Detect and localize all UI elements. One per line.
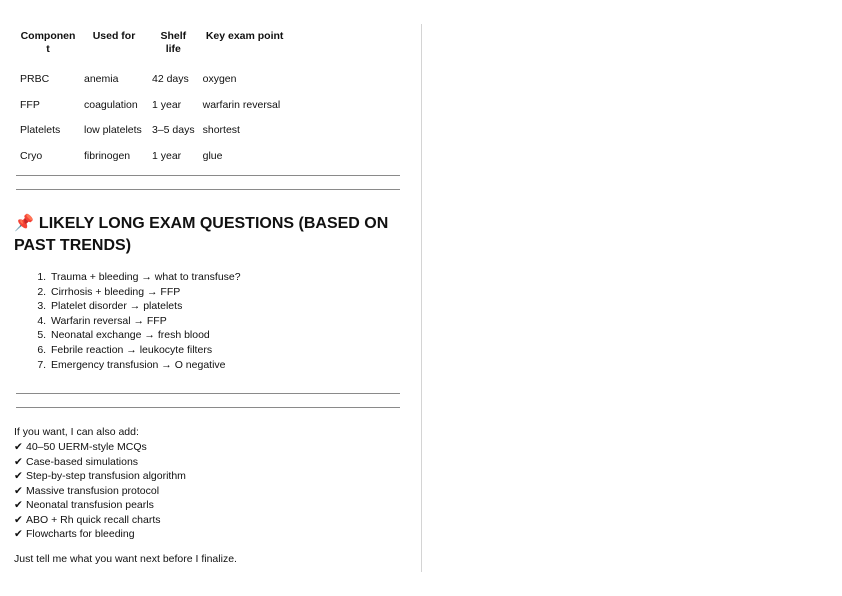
list-item-label: Neonatal transfusion pearls (26, 499, 154, 511)
checkmark-icon: ✔ (14, 470, 23, 482)
table-cell: low platelets (84, 124, 142, 137)
list-item-label: Flowcharts for bleeding (26, 528, 135, 540)
list-item: 1. Trauma + bleeding → what to transfuse? (49, 270, 241, 285)
list-item (14, 484, 186, 499)
column-header-used-for: Used for (92, 30, 136, 42)
checkmark-icon: ✔ (14, 513, 23, 526)
list-item (14, 513, 186, 528)
list-item-label: ABO + Rh quick recall charts (26, 513, 161, 526)
table-row (18, 92, 293, 118)
table-cell: 3–5 days (152, 124, 195, 137)
horizontal-rule (16, 393, 400, 394)
offer-intro: If you want, I can also add: (14, 426, 139, 438)
table-row (18, 143, 293, 169)
horizontal-rule (16, 189, 400, 190)
table-row (18, 117, 293, 143)
table-cell: Platelets (20, 124, 61, 137)
table-cell: PRBC (20, 72, 50, 85)
table-header-row (18, 28, 293, 66)
section-heading-text: LIKELY LONG EXAM QUESTIONS (BASED ON PAST TRENDS) (14, 215, 389, 254)
pushpin-icon: 📌 (14, 215, 34, 232)
addon-options-list (14, 440, 186, 542)
exam-questions-list (14, 270, 241, 372)
list-item-label: Step-by-step transfusion algorithm (26, 470, 186, 482)
checkmark-icon: ✔ (14, 499, 23, 511)
table-cell: shortest (202, 124, 240, 137)
list-item-label: Massive transfusion protocol (26, 484, 160, 497)
list-item: 7. Emergency transfusion → O negative (49, 358, 241, 373)
list-item: 3. Platelet disorder → platelets (49, 299, 241, 314)
table-cell: 42 days (152, 72, 189, 85)
table-cell: Cryo (20, 149, 43, 162)
list-item (14, 455, 186, 470)
list-item: 4. Warfarin reversal → FFP (49, 314, 241, 329)
table-cell: 1 year (152, 149, 182, 162)
list-item: 5. Neonatal exchange → fresh blood (49, 328, 241, 343)
checkmark-icon: ✔ (14, 441, 23, 453)
table-row (18, 66, 293, 92)
checkmark-icon: ✔ (14, 528, 23, 540)
table-cell: fibrinogen (84, 149, 131, 162)
table-cell: warfarin reversal (202, 98, 281, 111)
table-cell: oxygen (202, 72, 237, 85)
closing-text: Just tell me what you want next before I finalize. (14, 553, 237, 565)
table-cell: FFP (20, 98, 40, 111)
table-cell: coagulation (84, 98, 138, 111)
page-divider (421, 24, 422, 572)
document-content (14, 0, 404, 596)
list-item: 2. Cirrhosis + bleeding → FFP (49, 285, 241, 300)
column-header-key-exam-point: Key exam point (205, 30, 284, 42)
column-header-component (18, 28, 82, 66)
list-item: 6. Febrile reaction → leukocyte filters (49, 343, 241, 358)
column-header-shelf-life: Shelf life (160, 30, 187, 55)
section-heading (14, 213, 394, 257)
list-item-label: Case-based simulations (26, 455, 139, 468)
horizontal-rule (16, 407, 400, 408)
checkmark-icon: ✔ (14, 484, 23, 497)
table-cell: glue (202, 149, 223, 162)
list-item (14, 498, 186, 513)
table-cell: 1 year (152, 98, 182, 111)
checkmark-icon: ✔ (14, 455, 23, 468)
table-cell: anemia (84, 72, 119, 85)
list-item-label: 40–50 UERM-style MCQs (26, 441, 147, 453)
blood-components-table (18, 28, 293, 169)
horizontal-rule (16, 175, 400, 176)
list-item (14, 527, 186, 542)
list-item (14, 469, 186, 484)
list-item (14, 440, 186, 455)
column-header-label: Componen t (20, 30, 76, 55)
